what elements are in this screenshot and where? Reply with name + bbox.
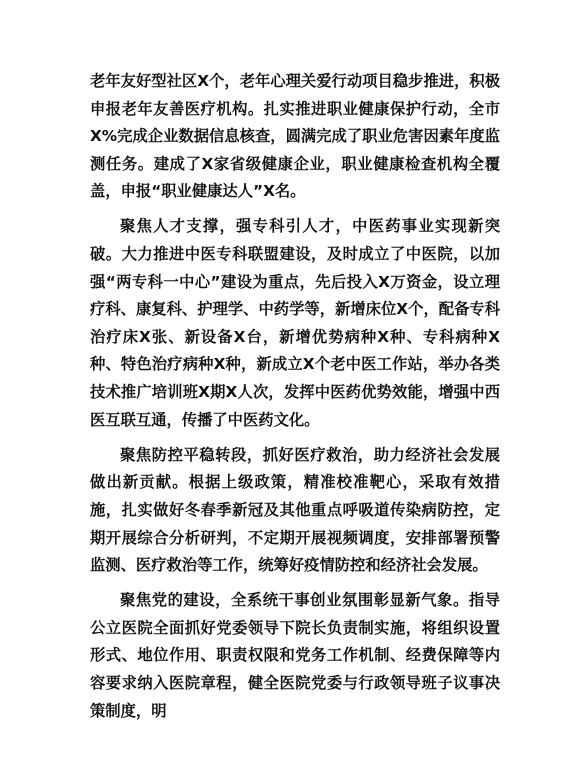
paragraph-traditional-chinese-medicine: 聚焦人才支撑，强专科引人才，中医药事业实现新突破。大力推进中医专科联盟建设，及时成立了中医院，以加强“两专科一中心”建设为重点，先后投入X万资金，设立理疗科、康复科、护理学、中药学等，新增床位X个，配备专科治疗床X张、新设备X台，新增优势病种X种、专科病种X种、特色治疗病种X种，新成立X个老中医工作站，举办各类技术推广培训班X期X人次，发挥中医药优势效能，增强中西医互联互通，传播了中医药文化。 [90, 217, 500, 429]
paragraph-party-building: 聚焦党的建设，全系统干事创业氛围彰显新气象。指导公立医院全面抓好党委领导下院长负责制实施，将组织设置形式、地位作用、职责权限和党务工作机制、经费保障等内容要求纳入医院章程，健全医院党委与行政领导班子议事决策制度，明 [90, 591, 500, 720]
paragraph-elderly-and-occupational-health: 老年友好型社区X个，老年心理关爱行动项目稳步推进，积极申报老年友善医疗机构。扎实推进职业健康保护行动，全市X%完成企业数据信息核查，圆满完成了职业危害因素年度监测任务。建成了X家省级健康企业，职业健康检查机构全覆盖，申报“职业健康达人”X名。 [90, 72, 500, 201]
document-body [90, 68, 500, 733]
paragraph-epidemic-control: 聚焦防控平稳转段，抓好医疗救治，助力经济社会发展做出新贡献。根据上级政策，精准校准靶心，采取有效措施，扎实做好冬春季新冠及其他重点呼吸道传染病防控，定期开展综合分析研判，不定期开展视频调度，安排部署预警监测、医疗救治等工作，统筹好疫情防控和经济社会发展。 [90, 445, 500, 575]
